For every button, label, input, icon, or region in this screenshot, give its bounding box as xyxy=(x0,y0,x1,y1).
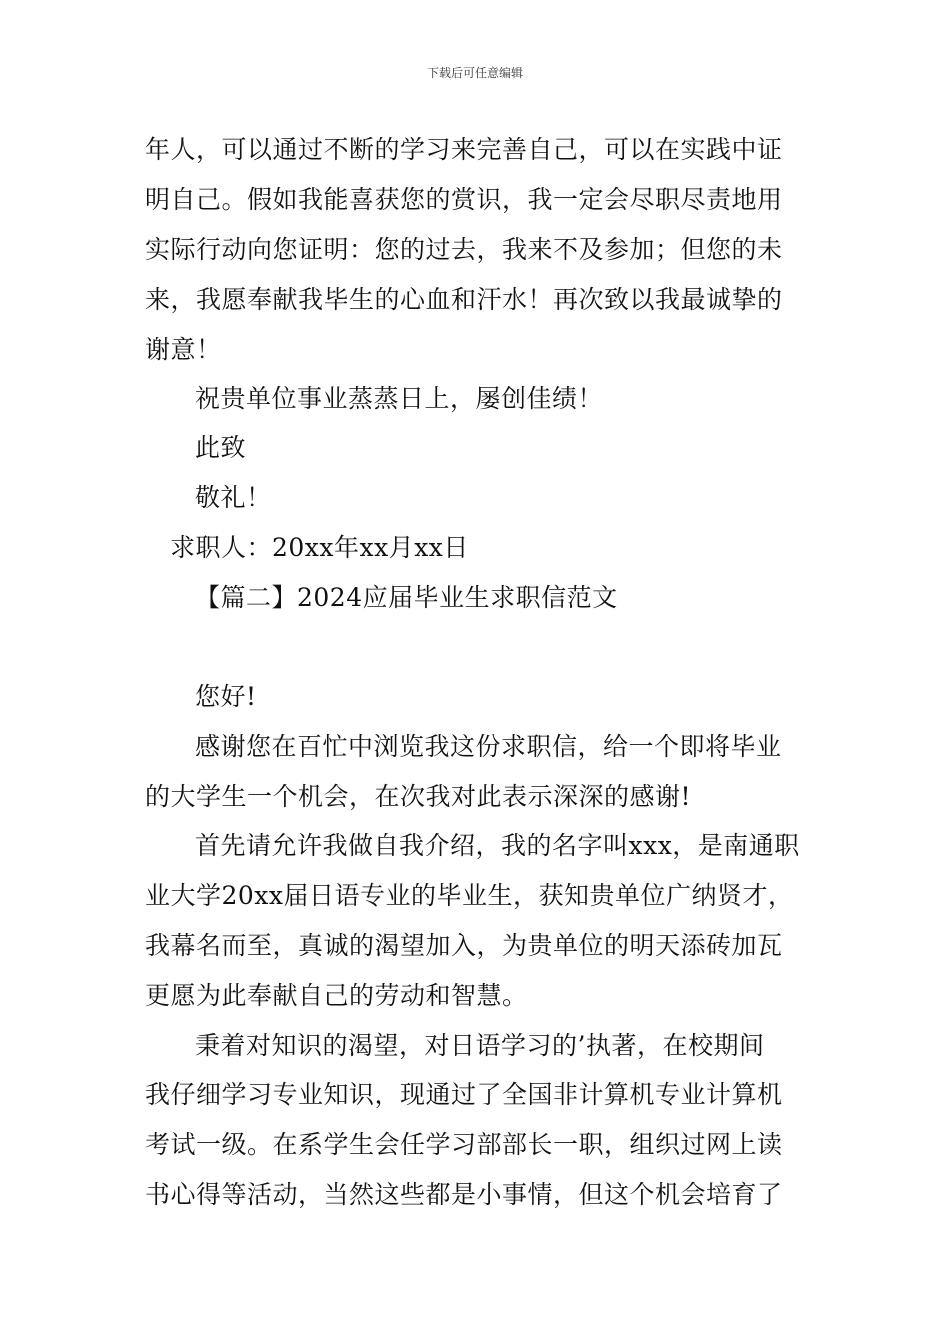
section-title: 【篇二】2024应届毕业生求职信范文 xyxy=(195,583,618,612)
text-line: 感谢您在百忙中浏览我这份求职信，给一个即将毕业 xyxy=(195,732,782,761)
page-header: 下载后可任意编辑 xyxy=(426,66,523,80)
signature-date: 求职人：20xx年xx月xx日 xyxy=(170,533,469,562)
text-line: 书心得等活动，当然这些都是小事情，但这个机会培育了 xyxy=(145,1180,783,1209)
text-line: 我幕名而至，真诚的渴望加入，为贵单位的明天添砖加瓦 xyxy=(145,931,783,960)
salutation-jingli: 敬礼！ xyxy=(195,483,272,512)
text-line: 业大学20xx届日语专业的毕业生，获知贵单位广纳贤才， xyxy=(145,881,794,910)
text-line: 年人，可以通过不断的学习来完善自己，可以在实践中证 xyxy=(145,135,783,164)
text-line: 明自己。假如我能喜获您的赏识，我一定会尽职尽责地用 xyxy=(145,185,783,214)
text-line: 实际行动向您证明：您的过去，我来不及参加；但您的未 xyxy=(145,235,783,264)
greeting: 您好! xyxy=(195,682,257,711)
text-line: 我仔细学习专业知识，现通过了全国非计算机专业计算机 xyxy=(145,1080,783,1109)
salutation-cizhi: 此致 xyxy=(195,433,247,462)
text-line: 的大学生一个机会，在次我对此表示深深的感谢! xyxy=(145,782,692,811)
text-line: 考试一级。在系学生会任学习部部长一职，组织过网上读 xyxy=(145,1130,783,1159)
closing-wish: 祝贵单位事业蒸蒸日上，屡创佳绩！ xyxy=(195,384,604,413)
text-line: 来，我愿奉献我毕生的心血和汗水！再次致以我最诚挚的 xyxy=(145,285,783,314)
text-line: 首先请允许我做自我介绍，我的名字叫xxx，是南通职 xyxy=(195,831,800,860)
text-line: 秉着对知识的渴望，对日语学习的’执著，在校期间 xyxy=(195,1031,765,1060)
text-line: 更愿为此奉献自己的劳动和智慧。 xyxy=(145,981,528,1010)
text-line: 谢意！ xyxy=(145,335,222,364)
